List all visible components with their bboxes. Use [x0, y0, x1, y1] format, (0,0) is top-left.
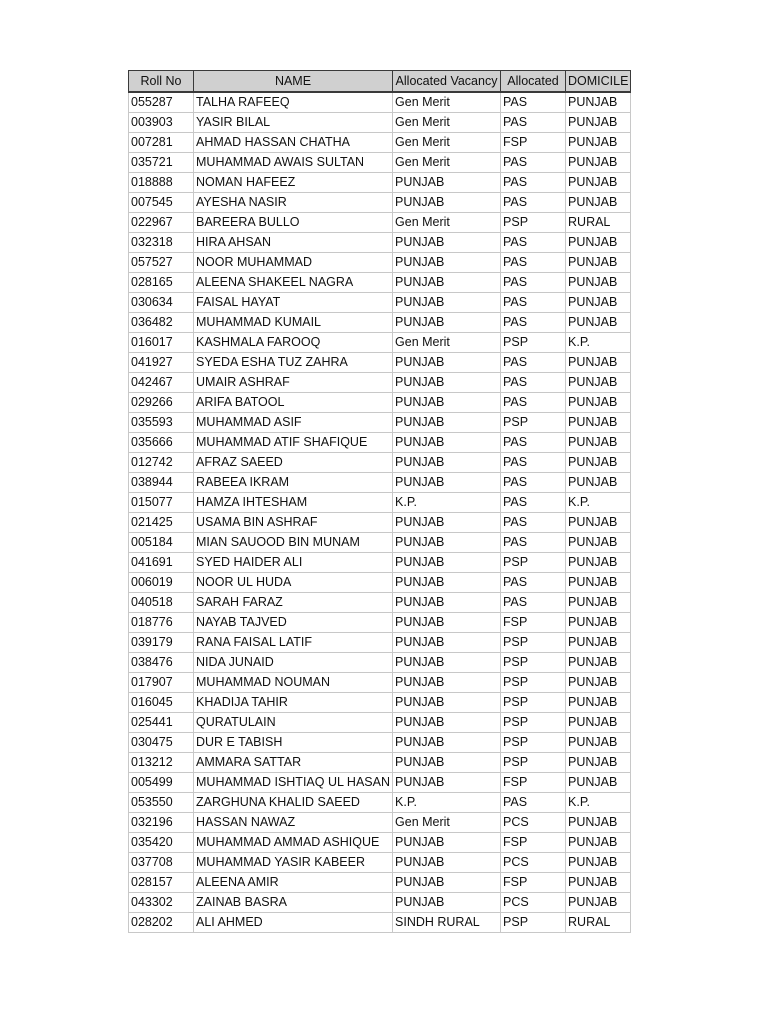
cell-roll-no: 042467	[129, 373, 194, 393]
cell-allocated: PAS	[501, 92, 566, 113]
cell-name: MIAN SAUOOD BIN MUNAM	[194, 533, 393, 553]
cell-name: NIDA JUNAID	[194, 653, 393, 673]
table-row	[129, 233, 631, 253]
cell-allocated: PSP	[501, 733, 566, 753]
cell-allocated-vacancy: PUNJAB	[393, 413, 501, 433]
table-row	[129, 92, 631, 113]
cell-domicile: PUNJAB	[566, 233, 631, 253]
cell-domicile: PUNJAB	[566, 893, 631, 913]
table-row	[129, 753, 631, 773]
cell-name: NOMAN HAFEEZ	[194, 173, 393, 193]
cell-name: TALHA RAFEEQ	[194, 92, 393, 113]
cell-roll-no: 036482	[129, 313, 194, 333]
cell-name: MUHAMMAD ISHTIAQ UL HASAN	[194, 773, 393, 793]
cell-allocated-vacancy: Gen Merit	[393, 333, 501, 353]
cell-allocated-vacancy: PUNJAB	[393, 313, 501, 333]
table-row	[129, 373, 631, 393]
cell-allocated: PAS	[501, 573, 566, 593]
cell-roll-no: 037708	[129, 853, 194, 873]
cell-name: ALEENA SHAKEEL NAGRA	[194, 273, 393, 293]
cell-allocated-vacancy: PUNJAB	[393, 753, 501, 773]
cell-name: RANA FAISAL LATIF	[194, 633, 393, 653]
cell-roll-no: 022967	[129, 213, 194, 233]
cell-allocated-vacancy: PUNJAB	[393, 693, 501, 713]
cell-allocated: PAS	[501, 153, 566, 173]
cell-domicile: PUNJAB	[566, 693, 631, 713]
cell-allocated-vacancy: Gen Merit	[393, 813, 501, 833]
cell-name: MUHAMMAD ATIF SHAFIQUE	[194, 433, 393, 453]
cell-name: AYESHA NASIR	[194, 193, 393, 213]
cell-allocated-vacancy: PUNJAB	[393, 733, 501, 753]
cell-domicile: PUNJAB	[566, 653, 631, 673]
column-header-allocated: Allocated	[501, 71, 566, 93]
table-row	[129, 573, 631, 593]
cell-name: HIRA AHSAN	[194, 233, 393, 253]
cell-allocated: PAS	[501, 193, 566, 213]
cell-allocated: PAS	[501, 513, 566, 533]
cell-name: ZAINAB BASRA	[194, 893, 393, 913]
table-row	[129, 913, 631, 933]
cell-name: AMMARA SATTAR	[194, 753, 393, 773]
cell-name: BAREERA BULLO	[194, 213, 393, 233]
cell-allocated-vacancy: Gen Merit	[393, 113, 501, 133]
cell-name: MUHAMMAD AMMAD ASHIQUE	[194, 833, 393, 853]
cell-roll-no: 028165	[129, 273, 194, 293]
cell-roll-no: 057527	[129, 253, 194, 273]
cell-domicile: PUNJAB	[566, 873, 631, 893]
cell-roll-no: 030475	[129, 733, 194, 753]
table-row	[129, 853, 631, 873]
cell-domicile: PUNJAB	[566, 533, 631, 553]
cell-domicile: PUNJAB	[566, 113, 631, 133]
cell-allocated-vacancy: PUNJAB	[393, 553, 501, 573]
cell-allocated-vacancy: PUNJAB	[393, 273, 501, 293]
cell-allocated-vacancy: PUNJAB	[393, 293, 501, 313]
cell-allocated: PSP	[501, 633, 566, 653]
cell-roll-no: 038476	[129, 653, 194, 673]
cell-roll-no: 040518	[129, 593, 194, 613]
cell-roll-no: 032196	[129, 813, 194, 833]
cell-roll-no: 029266	[129, 393, 194, 413]
cell-allocated-vacancy: K.P.	[393, 493, 501, 513]
cell-allocated: PAS	[501, 293, 566, 313]
cell-domicile: PUNJAB	[566, 773, 631, 793]
cell-allocated: PCS	[501, 813, 566, 833]
cell-name: ZARGHUNA KHALID SAEED	[194, 793, 393, 813]
cell-allocated-vacancy: PUNJAB	[393, 433, 501, 453]
cell-roll-no: 005499	[129, 773, 194, 793]
cell-domicile: PUNJAB	[566, 293, 631, 313]
cell-name: KASHMALA FAROOQ	[194, 333, 393, 353]
cell-domicile: PUNJAB	[566, 713, 631, 733]
table-row	[129, 173, 631, 193]
cell-allocated: PAS	[501, 473, 566, 493]
cell-allocated-vacancy: Gen Merit	[393, 213, 501, 233]
cell-roll-no: 041691	[129, 553, 194, 573]
cell-allocated: PSP	[501, 693, 566, 713]
table-row	[129, 533, 631, 553]
table-row	[129, 813, 631, 833]
cell-roll-no: 006019	[129, 573, 194, 593]
cell-allocated-vacancy: PUNJAB	[393, 393, 501, 413]
cell-domicile: PUNJAB	[566, 273, 631, 293]
cell-name: KHADIJA TAHIR	[194, 693, 393, 713]
cell-roll-no: 016045	[129, 693, 194, 713]
table-row	[129, 213, 631, 233]
cell-allocated-vacancy: PUNJAB	[393, 513, 501, 533]
cell-name: RABEEA IKRAM	[194, 473, 393, 493]
column-header-domicile: DOMICILE	[566, 71, 631, 93]
cell-roll-no: 028157	[129, 873, 194, 893]
cell-roll-no: 007545	[129, 193, 194, 213]
cell-domicile: PUNJAB	[566, 153, 631, 173]
cell-roll-no: 017907	[129, 673, 194, 693]
cell-allocated: FSP	[501, 833, 566, 853]
cell-domicile: RURAL	[566, 913, 631, 933]
cell-allocated-vacancy: PUNJAB	[393, 253, 501, 273]
cell-allocated-vacancy: PUNJAB	[393, 893, 501, 913]
table-row	[129, 333, 631, 353]
table-row	[129, 693, 631, 713]
cell-name: SYED HAIDER ALI	[194, 553, 393, 573]
cell-allocated-vacancy: Gen Merit	[393, 133, 501, 153]
cell-allocated-vacancy: PUNJAB	[393, 853, 501, 873]
column-header-allocated-vacancy: Allocated Vacancy	[393, 71, 501, 93]
table-row	[129, 193, 631, 213]
cell-name: SYEDA ESHA TUZ ZAHRA	[194, 353, 393, 373]
table-row	[129, 713, 631, 733]
cell-allocated-vacancy: PUNJAB	[393, 353, 501, 373]
cell-roll-no: 015077	[129, 493, 194, 513]
cell-allocated-vacancy: PUNJAB	[393, 173, 501, 193]
cell-allocated: PAS	[501, 273, 566, 293]
cell-name: AFRAZ SAEED	[194, 453, 393, 473]
cell-allocated: PAS	[501, 353, 566, 373]
cell-domicile: PUNJAB	[566, 193, 631, 213]
cell-allocated: PSP	[501, 333, 566, 353]
cell-roll-no: 013212	[129, 753, 194, 773]
cell-allocated-vacancy: PUNJAB	[393, 453, 501, 473]
cell-roll-no: 039179	[129, 633, 194, 653]
column-header-roll-no: Roll No	[129, 71, 194, 93]
cell-roll-no: 041927	[129, 353, 194, 373]
cell-allocated: PAS	[501, 793, 566, 813]
cell-domicile: PUNJAB	[566, 413, 631, 433]
cell-roll-no: 007281	[129, 133, 194, 153]
cell-domicile: PUNJAB	[566, 313, 631, 333]
cell-domicile: PUNJAB	[566, 553, 631, 573]
cell-roll-no: 055287	[129, 92, 194, 113]
cell-name: NOOR UL HUDA	[194, 573, 393, 593]
cell-domicile: PUNJAB	[566, 453, 631, 473]
cell-domicile: PUNJAB	[566, 833, 631, 853]
cell-allocated: PSP	[501, 213, 566, 233]
cell-domicile: PUNJAB	[566, 753, 631, 773]
cell-roll-no: 035420	[129, 833, 194, 853]
cell-allocated-vacancy: PUNJAB	[393, 613, 501, 633]
cell-allocated-vacancy: PUNJAB	[393, 573, 501, 593]
cell-allocated: PCS	[501, 853, 566, 873]
cell-name: ALI AHMED	[194, 913, 393, 933]
cell-domicile: K.P.	[566, 493, 631, 513]
table-row	[129, 393, 631, 413]
cell-allocated-vacancy: SINDH RURAL	[393, 913, 501, 933]
table-row	[129, 273, 631, 293]
cell-roll-no: 043302	[129, 893, 194, 913]
cell-allocated-vacancy: PUNJAB	[393, 373, 501, 393]
cell-domicile: PUNJAB	[566, 733, 631, 753]
cell-roll-no: 035666	[129, 433, 194, 453]
table-row	[129, 493, 631, 513]
cell-name: HASSAN NAWAZ	[194, 813, 393, 833]
table-row	[129, 773, 631, 793]
table-row	[129, 473, 631, 493]
cell-allocated: PCS	[501, 893, 566, 913]
table-header	[129, 71, 631, 93]
cell-allocated-vacancy: PUNJAB	[393, 833, 501, 853]
cell-domicile: PUNJAB	[566, 853, 631, 873]
cell-roll-no: 025441	[129, 713, 194, 733]
table-row	[129, 313, 631, 333]
cell-roll-no: 028202	[129, 913, 194, 933]
cell-allocated: PAS	[501, 433, 566, 453]
cell-allocated: PAS	[501, 233, 566, 253]
cell-allocated: PSP	[501, 653, 566, 673]
cell-domicile: K.P.	[566, 333, 631, 353]
cell-name: AHMAD HASSAN CHATHA	[194, 133, 393, 153]
cell-allocated-vacancy: PUNJAB	[393, 633, 501, 653]
cell-domicile: PUNJAB	[566, 673, 631, 693]
cell-domicile: PUNJAB	[566, 633, 631, 653]
cell-allocated: PAS	[501, 173, 566, 193]
cell-domicile: PUNJAB	[566, 373, 631, 393]
cell-name: MUHAMMAD ASIF	[194, 413, 393, 433]
cell-domicile: RURAL	[566, 213, 631, 233]
cell-allocated: PAS	[501, 533, 566, 553]
table-row	[129, 733, 631, 753]
cell-allocated: FSP	[501, 773, 566, 793]
cell-allocated-vacancy: PUNJAB	[393, 653, 501, 673]
cell-allocated: PAS	[501, 493, 566, 513]
cell-allocated-vacancy: PUNJAB	[393, 233, 501, 253]
cell-allocated-vacancy: PUNJAB	[393, 473, 501, 493]
cell-domicile: PUNJAB	[566, 593, 631, 613]
header-row	[129, 71, 631, 93]
cell-roll-no: 021425	[129, 513, 194, 533]
cell-allocated: PSP	[501, 713, 566, 733]
cell-domicile: PUNJAB	[566, 573, 631, 593]
table-row	[129, 153, 631, 173]
cell-name: FAISAL HAYAT	[194, 293, 393, 313]
allocation-sheet	[128, 70, 631, 933]
column-header-name: NAME	[194, 71, 393, 93]
cell-allocated-vacancy: PUNJAB	[393, 713, 501, 733]
cell-name: MUHAMMAD NOUMAN	[194, 673, 393, 693]
cell-roll-no: 035593	[129, 413, 194, 433]
cell-allocated-vacancy: Gen Merit	[393, 92, 501, 113]
table-row	[129, 673, 631, 693]
cell-allocated: PSP	[501, 673, 566, 693]
table-row	[129, 133, 631, 153]
cell-name: UMAIR ASHRAF	[194, 373, 393, 393]
cell-name: MUHAMMAD KUMAIL	[194, 313, 393, 333]
cell-allocated: PAS	[501, 373, 566, 393]
table-row	[129, 453, 631, 473]
table-row	[129, 353, 631, 373]
cell-name: HAMZA IHTESHAM	[194, 493, 393, 513]
table-row	[129, 413, 631, 433]
table-row	[129, 653, 631, 673]
cell-name: DUR E TABISH	[194, 733, 393, 753]
cell-name: USAMA BIN ASHRAF	[194, 513, 393, 533]
cell-allocated: PSP	[501, 553, 566, 573]
cell-domicile: PUNJAB	[566, 173, 631, 193]
table-row	[129, 833, 631, 853]
cell-roll-no: 038944	[129, 473, 194, 493]
table-row	[129, 113, 631, 133]
cell-name: NAYAB TAJVED	[194, 613, 393, 633]
cell-allocated: FSP	[501, 613, 566, 633]
table-row	[129, 873, 631, 893]
cell-domicile: K.P.	[566, 793, 631, 813]
table-row	[129, 293, 631, 313]
table-row	[129, 793, 631, 813]
table-row	[129, 593, 631, 613]
table-row	[129, 893, 631, 913]
cell-domicile: PUNJAB	[566, 393, 631, 413]
cell-allocated: PSP	[501, 413, 566, 433]
cell-name: NOOR MUHAMMAD	[194, 253, 393, 273]
cell-allocated-vacancy: PUNJAB	[393, 593, 501, 613]
table-row	[129, 433, 631, 453]
cell-allocated-vacancy: PUNJAB	[393, 873, 501, 893]
cell-allocated-vacancy: PUNJAB	[393, 533, 501, 553]
cell-domicile: PUNJAB	[566, 613, 631, 633]
table-row	[129, 253, 631, 273]
cell-roll-no: 005184	[129, 533, 194, 553]
cell-name: ALEENA AMIR	[194, 873, 393, 893]
cell-domicile: PUNJAB	[566, 253, 631, 273]
cell-roll-no: 012742	[129, 453, 194, 473]
cell-roll-no: 003903	[129, 113, 194, 133]
table-body	[129, 92, 631, 933]
cell-roll-no: 032318	[129, 233, 194, 253]
cell-allocated-vacancy: PUNJAB	[393, 193, 501, 213]
cell-roll-no: 018888	[129, 173, 194, 193]
table-row	[129, 553, 631, 573]
cell-allocated: PAS	[501, 113, 566, 133]
cell-allocated: PSP	[501, 913, 566, 933]
cell-roll-no: 018776	[129, 613, 194, 633]
cell-domicile: PUNJAB	[566, 513, 631, 533]
cell-domicile: PUNJAB	[566, 353, 631, 373]
cell-name: YASIR BILAL	[194, 113, 393, 133]
cell-roll-no: 030634	[129, 293, 194, 313]
cell-allocated: PSP	[501, 753, 566, 773]
cell-roll-no: 053550	[129, 793, 194, 813]
cell-roll-no: 035721	[129, 153, 194, 173]
cell-allocated-vacancy: PUNJAB	[393, 773, 501, 793]
cell-allocated: PAS	[501, 393, 566, 413]
allocation-table	[128, 70, 631, 933]
cell-name: SARAH FARAZ	[194, 593, 393, 613]
cell-name: MUHAMMAD YASIR KABEER	[194, 853, 393, 873]
table-row	[129, 513, 631, 533]
table-row	[129, 613, 631, 633]
cell-roll-no: 016017	[129, 333, 194, 353]
cell-name: ARIFA BATOOL	[194, 393, 393, 413]
cell-name: MUHAMMAD AWAIS SULTAN	[194, 153, 393, 173]
table-row	[129, 633, 631, 653]
cell-allocated: FSP	[501, 133, 566, 153]
cell-allocated: PAS	[501, 593, 566, 613]
cell-domicile: PUNJAB	[566, 133, 631, 153]
cell-allocated: FSP	[501, 873, 566, 893]
cell-domicile: PUNJAB	[566, 813, 631, 833]
cell-domicile: PUNJAB	[566, 473, 631, 493]
cell-name: QURATULAIN	[194, 713, 393, 733]
cell-allocated-vacancy: PUNJAB	[393, 673, 501, 693]
cell-allocated-vacancy: K.P.	[393, 793, 501, 813]
cell-allocated: PAS	[501, 313, 566, 333]
cell-domicile: PUNJAB	[566, 92, 631, 113]
cell-domicile: PUNJAB	[566, 433, 631, 453]
cell-allocated: PAS	[501, 253, 566, 273]
cell-allocated-vacancy: Gen Merit	[393, 153, 501, 173]
cell-allocated: PAS	[501, 453, 566, 473]
